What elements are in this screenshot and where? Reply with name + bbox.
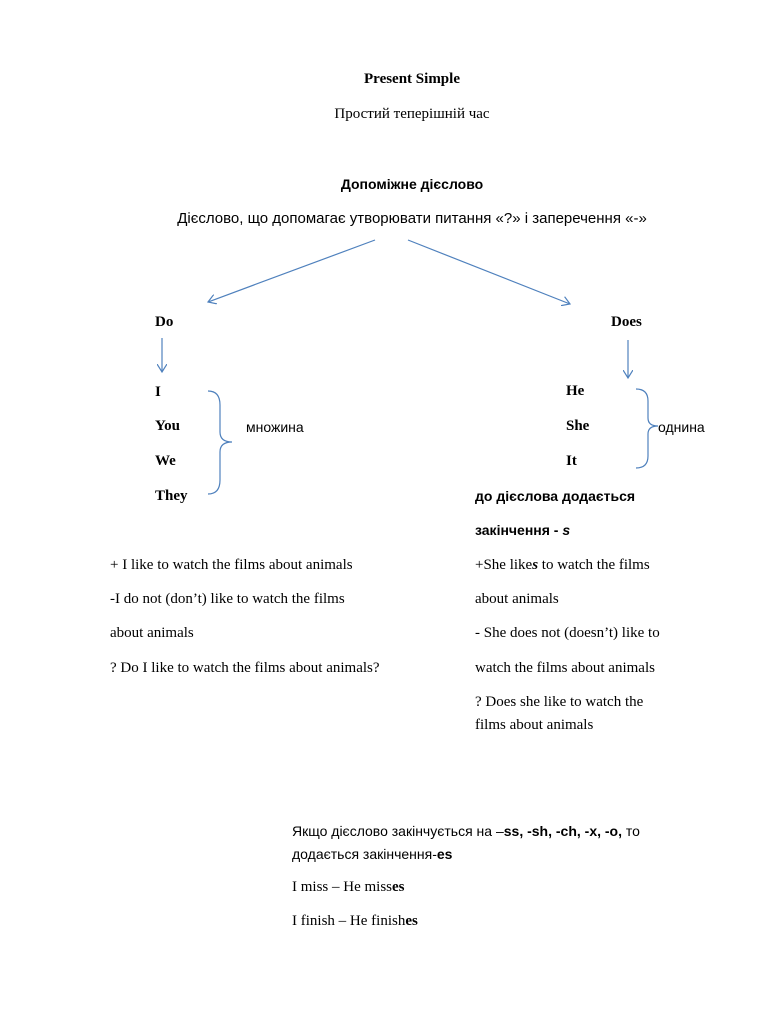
pronoun-it: It	[566, 453, 577, 469]
left-example-question: ? Do I like to watch the films about animals?	[110, 660, 380, 676]
ending-note-line1: до дієслова додається	[475, 488, 636, 504]
left-example-negative-line1: -I do not (don’t) like to watch the films	[110, 591, 345, 607]
pronoun-they: They	[155, 488, 188, 504]
right-example-negative-line1: - She does not (doesn’t) like to	[475, 625, 660, 641]
right-example-question-line2: films about animals	[475, 717, 594, 733]
aux-does: Does	[611, 314, 642, 330]
pronoun-i: I	[155, 384, 161, 400]
right-example-question-line1: ? Does she like to watch the	[475, 694, 644, 710]
aux-do: Do	[155, 314, 174, 330]
ending-s: s	[562, 522, 571, 538]
pronoun-you: You	[155, 418, 181, 434]
left-example-negative-line2: about animals	[110, 625, 194, 641]
plural-label: множина	[246, 419, 304, 435]
aux-verb-definition: Дієслово, що допомагає утворювати питання «?» і заперечення «-»	[177, 210, 647, 227]
es-rule-line1: Якщо дієслово закінчується на –ss, -sh, -ch, -x, -o, то	[292, 823, 640, 839]
right-example-negative-line2: watch the films about animals	[475, 660, 655, 676]
right-example-positive-line1: +She likes to watch the films	[475, 557, 650, 573]
singular-label: однина	[658, 419, 705, 435]
es-example-miss: I miss – He misses	[292, 879, 405, 895]
arrow-to-does	[408, 240, 570, 304]
brace-singular	[636, 389, 658, 468]
pronoun-we: We	[155, 453, 176, 469]
right-example-positive-line2: about animals	[475, 591, 559, 607]
aux-verb-heading: Допоміжне дієслово	[340, 176, 484, 192]
ending-note-line2: закінчення - s	[475, 522, 571, 538]
es-example-finish: I finish – He finishes	[292, 913, 418, 929]
left-example-positive: + I like to watch the films about animals	[110, 557, 353, 573]
es-rule-line2: додається закінчення-es	[292, 846, 453, 862]
arrow-to-do	[208, 240, 375, 302]
pronoun-she: She	[566, 418, 590, 434]
page-subtitle: Простий теперішній час	[334, 106, 490, 122]
brace-plural	[208, 391, 232, 494]
page-title: Present Simple	[364, 71, 460, 87]
pronoun-he: He	[566, 383, 585, 399]
